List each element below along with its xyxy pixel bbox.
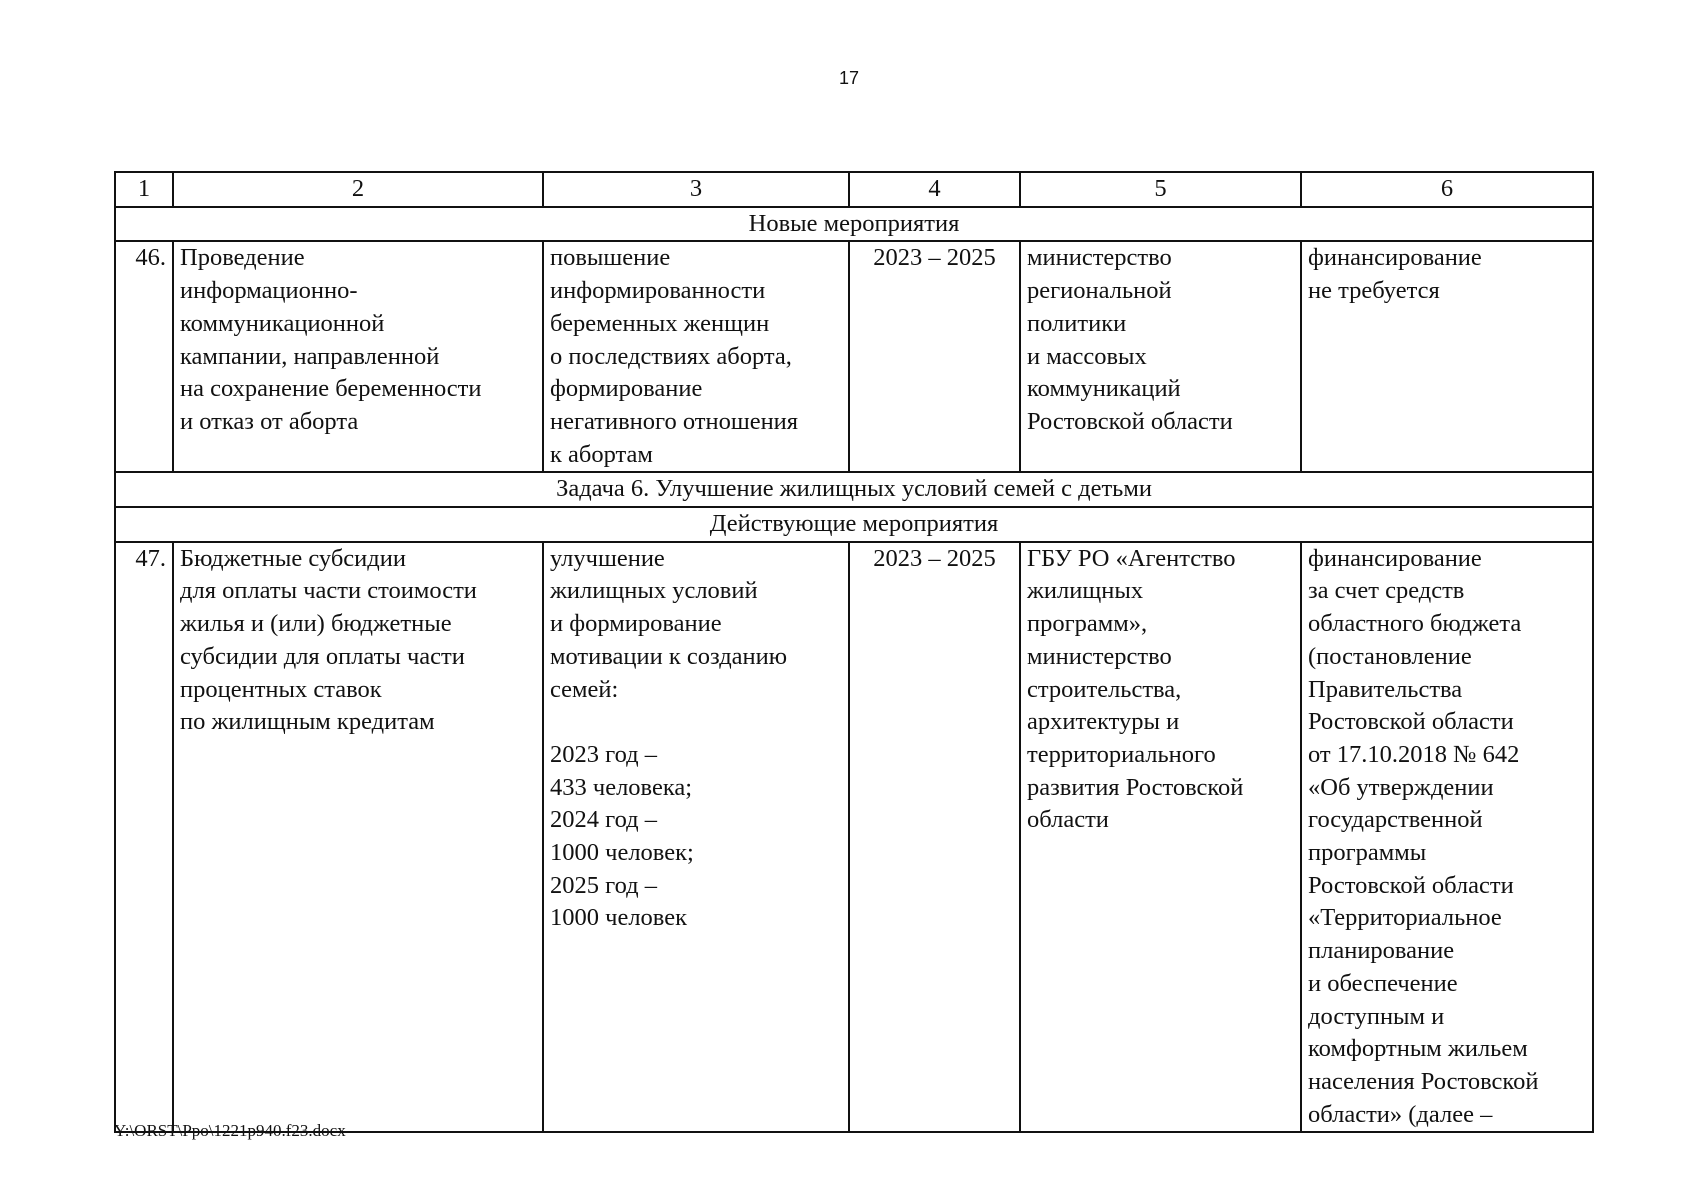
page-number: 17 [838,68,860,88]
cell-text-line: области [1027,806,1109,834]
cell-text-line: (постановление [1308,642,1472,670]
cell-text-line: информированности [550,277,766,305]
cell-text-line: негативного отношения [550,407,799,435]
cell-text-line: министерство [1027,244,1172,272]
row-46-responsible [1020,241,1301,472]
section-row-new [115,207,1593,242]
cell-text-line: коммуникаций [1027,375,1181,403]
section-current-activities: Действующие мероприятия [115,507,1593,542]
cell-text-line: информационно- [180,277,358,305]
cell-text-line: субсидии для оплаты части [180,642,465,670]
row-46-financing [1301,241,1593,472]
cell-text-line: ГБУ РО «Агентство [1027,544,1236,572]
cell-text-line: доступным и [1308,1002,1445,1030]
cell-text-line: области» (далее – [1308,1100,1493,1128]
cell-text-line: мотивации к созданию [550,642,788,670]
activities-table [114,171,1594,1133]
cell-text-line: формирование [550,375,703,403]
cell-text-line: для оплаты части стоимости [180,577,477,605]
cell-text-line: архитектуры и [1027,708,1180,736]
cell-text-line: министерство [1027,642,1172,670]
cell-text-line: Проведение [180,244,305,272]
column-header-2: 2 [173,172,543,207]
cell-text-line: комфортным жильем [1308,1035,1528,1063]
cell-text-line: региональной [1027,277,1172,305]
row-47-number: 47. [115,542,173,1133]
cell-text-line: к абортам [550,440,653,468]
task-6-title: Задача 6. Улучшение жилищных условий семей с детьми [115,472,1593,507]
row-46-period: 2023 – 2025 [849,241,1020,472]
column-number-row [115,172,1593,207]
cell-text-line: и обеспечение [1308,969,1458,997]
cell-text-line: строительства, [1027,675,1182,703]
cell-text-line: «Территориальное [1308,904,1502,932]
cell-text-line: беременных женщин [550,309,770,337]
document-file-path: Y:\ORST\Ppo\1221p940.f23.docx [114,1121,346,1140]
cell-text-line: программ», [1027,610,1148,638]
cell-text-line: программы [1308,839,1427,867]
cell-text-line: жилья и (или) бюджетные [180,610,452,638]
cell-text-line: Ростовской области [1027,407,1233,435]
cell-text-line: и отказ от аборта [180,407,359,435]
row-46-number: 46. [115,241,173,472]
cell-text-line: политики [1027,309,1127,337]
section-row-current [115,507,1593,542]
cell-text-line: кампании, направленной [180,342,440,370]
cell-text-line: жилищных условий [550,577,758,605]
cell-text-line: Правительства [1308,675,1463,703]
cell-text-line: повышение [550,244,671,272]
column-header-1: 1 [115,172,173,207]
row-46-expected-result [543,241,849,472]
row-47-activity [173,542,543,1133]
cell-text-line: развития Ростовской [1027,773,1244,801]
row-47-period: 2023 – 2025 [849,542,1020,1133]
column-header-6: 6 [1301,172,1593,207]
task-row-6 [115,472,1593,507]
cell-text-line: планирование [1308,937,1455,965]
cell-text-line: улучшение [550,544,665,572]
cell-text-line: не требуется [1308,277,1440,305]
cell-text-line: по жилищным кредитам [180,708,435,736]
cell-text-line: и формирование [550,610,722,638]
table-row-47 [115,542,1593,1133]
cell-text-line: коммуникационной [180,309,385,337]
column-header-5: 5 [1020,172,1301,207]
cell-text-line: 2023 год – [550,740,657,768]
cell-text-line: 433 человека; [550,773,693,801]
row-47-expected-result [543,542,849,1133]
cell-text-line: на сохранение беременности [180,375,482,403]
cell-text-line: от 17.10.2018 № 642 [1308,740,1520,768]
cell-text-line: семей: [550,675,619,703]
cell-text-line: областного бюджета [1308,610,1522,638]
table-row-46 [115,241,1593,472]
cell-text-line: 2025 год – [550,871,657,899]
cell-text-line [550,706,842,739]
row-46-activity [173,241,543,472]
cell-text-line: территориального [1027,740,1216,768]
cell-text-line: Бюджетные субсидии [180,544,406,572]
cell-text-line: Ростовской области [1308,871,1514,899]
cell-text-line: жилищных [1027,577,1144,605]
cell-text-line: финансирование [1308,544,1482,572]
column-header-3: 3 [543,172,849,207]
cell-text-line: государственной [1308,806,1483,834]
cell-text-line: Ростовской области [1308,708,1514,736]
cell-text-line: «Об утверждении [1308,773,1494,801]
cell-text-line: процентных ставок [180,675,382,703]
cell-text-line: и массовых [1027,342,1147,370]
cell-text-line: 1000 человек [550,904,687,932]
row-47-financing [1301,542,1593,1133]
cell-text-line: населения Ростовской [1308,1067,1539,1095]
cell-text-line: 1000 человек; [550,839,694,867]
column-header-4: 4 [849,172,1020,207]
section-new-activities: Новые мероприятия [115,207,1593,242]
cell-text-line: о последствиях аборта, [550,342,792,370]
cell-text-line: за счет средств [1308,577,1465,605]
cell-text-line: 2024 год – [550,806,657,834]
row-47-responsible [1020,542,1301,1133]
cell-text-line: финансирование [1308,244,1482,272]
